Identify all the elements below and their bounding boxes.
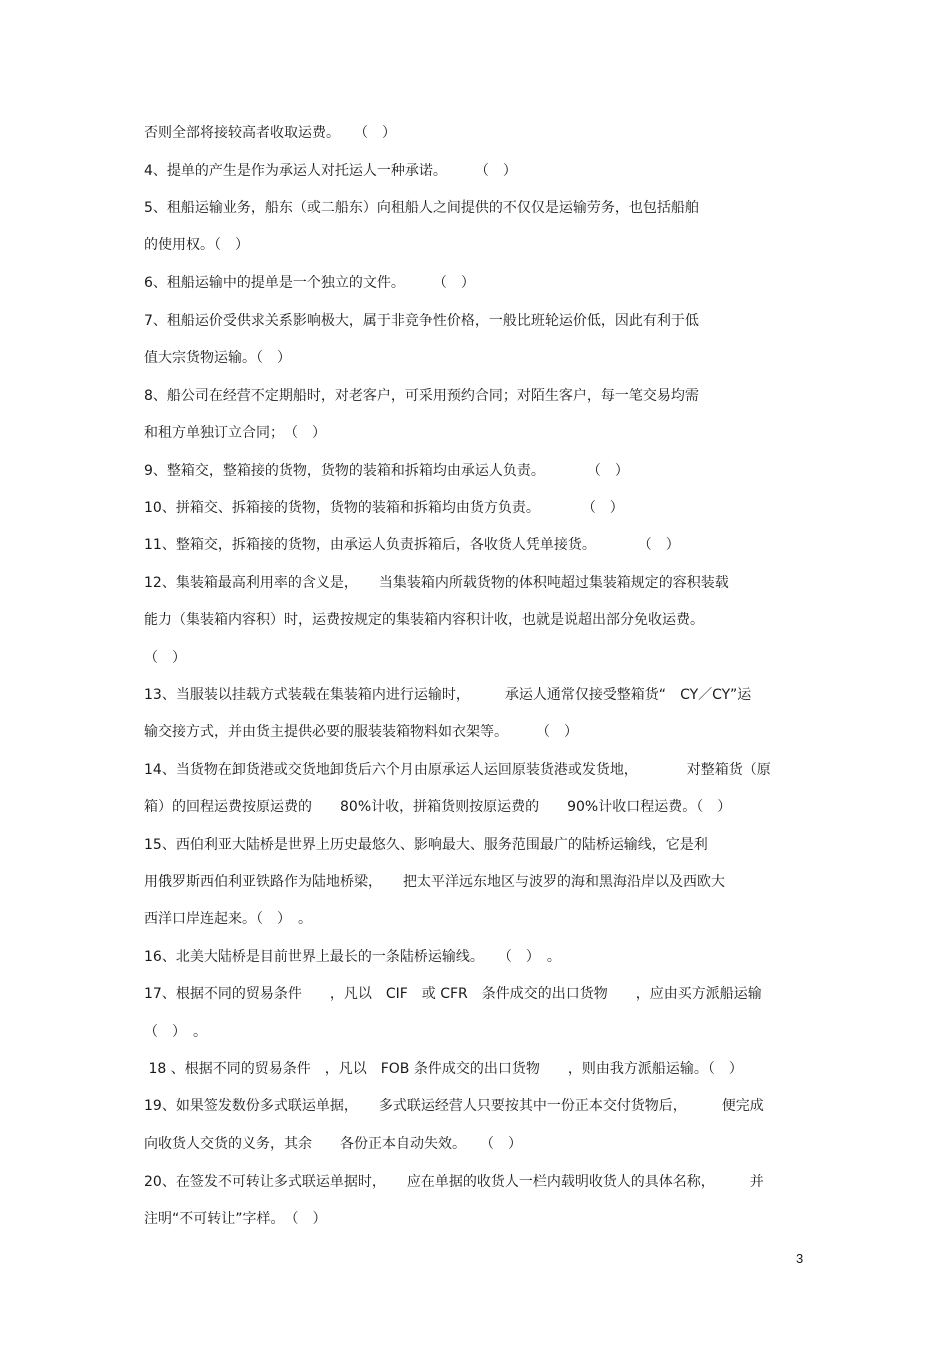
text-line: 否则全部将接较高者收取运费。 （ ） bbox=[144, 125, 396, 141]
text-line: 和租方单独订立合同； （ ） bbox=[144, 425, 326, 441]
question-16: 16、北美大陆桥是目前世界上最长的一条陆桥运输线。 （ ） 。 bbox=[144, 949, 561, 965]
text-line: （ ） 。 bbox=[144, 1024, 207, 1040]
question-6: 6、租船运输中的提单是一个独立的文件。 （ ） bbox=[144, 275, 475, 291]
question-13: 13、当服装以挂载方式装载在集装箱内进行运输时， 承运人通常仅接受整箱货“ CY／CY”运 bbox=[144, 687, 752, 703]
question-14: 14、当货物在卸货港或交货地卸货后六个月由原承运人运回原装货港或发货地， 对整箱货（原 bbox=[144, 762, 771, 778]
question-8: 8、船公司在经营不定期船时，对老客户，可采用预约合同；对陌生客户，每一笔交易均需 bbox=[144, 388, 699, 404]
question-18: 18 、根据不同的贸易条件 ，凡以 FOB 条件成交的出口货物 ，则由我方派船运输。（ ） bbox=[144, 1061, 743, 1077]
question-10: 10、拼箱交、拆箱接的货物，货物的装箱和拆箱均由货方负责。 （ ） bbox=[144, 500, 624, 516]
text-line: 向收货人交货的义务，其余 各份正本自动失效。 （ ） bbox=[144, 1136, 522, 1152]
question-4: 4、提单的产生是作为承运人对托运人一种承诺。 （ ） bbox=[144, 163, 517, 179]
text-line: 用俄罗斯西伯利亚铁路作为陆地桥梁， 把太平洋远东地区与波罗的海和黑海沿岸以及西欧大 bbox=[144, 874, 725, 890]
question-11: 11、整箱交，拆箱接的货物，由承运人负责拆箱后，各收货人凭单接货。 （ ） bbox=[144, 537, 680, 553]
text-line: 箱）的回程运费按原运费的 80%计收，拼箱货则按原运费的 90%计收口程运费。（ ） bbox=[144, 799, 732, 815]
text-line: 注明“不可转让”字样。 （ ） bbox=[144, 1211, 327, 1227]
question-15: 15、西伯利亚大陆桥是世界上历史最悠久、影响最大、服务范围最广的陆桥运输线，它是利 bbox=[144, 837, 708, 853]
text-line: 能力（集装箱内容积）时，运费按规定的集装箱内容积计收，也就是说超出部分免收运费。 bbox=[144, 612, 704, 628]
text-line: 输交接方式，并由货主提供必要的服装装箱物料如衣架等。 （ ） bbox=[144, 724, 578, 740]
question-19: 19、如果签发数份多式联运单据， 多式联运经营人只要按其中一份正本交付货物后， 便完成 bbox=[144, 1098, 764, 1114]
question-20: 20、在签发不可转让多式联运单据时， 应在单据的收货人一栏内载明收货人的具体名称， 并 bbox=[144, 1174, 764, 1190]
text-line: （ ） bbox=[144, 650, 186, 666]
question-12: 12、集装箱最高利用率的含义是， 当集装箱内所载货物的体积吨超过集装箱规定的容积装载 bbox=[144, 575, 729, 591]
question-7: 7、租船运价受供求关系影响极大，属于非竞争性价格，一般比班轮运价低，因此有利于低 bbox=[144, 313, 699, 329]
text-line: 西洋口岸连起来。（ ） 。 bbox=[144, 911, 312, 927]
question-17: 17、根据不同的贸易条件 ，凡以 CIF 或 CFR 条件成交的出口货物 ，应由买方派船运输 bbox=[144, 986, 762, 1002]
page-number: 3 bbox=[796, 1251, 804, 1266]
text-line: 的使用权。（ ） bbox=[144, 237, 249, 253]
question-5: 5、租船运输业务，船东（或二船东）向租船人之间提供的不仅仅是运输劳务，也包括船舶 bbox=[144, 200, 699, 216]
question-9: 9、整箱交，整箱接的货物，货物的装箱和拆箱均由承运人负责。 （ ） bbox=[144, 463, 629, 479]
text-line: 值大宗货物运输。（ ） bbox=[144, 350, 291, 366]
